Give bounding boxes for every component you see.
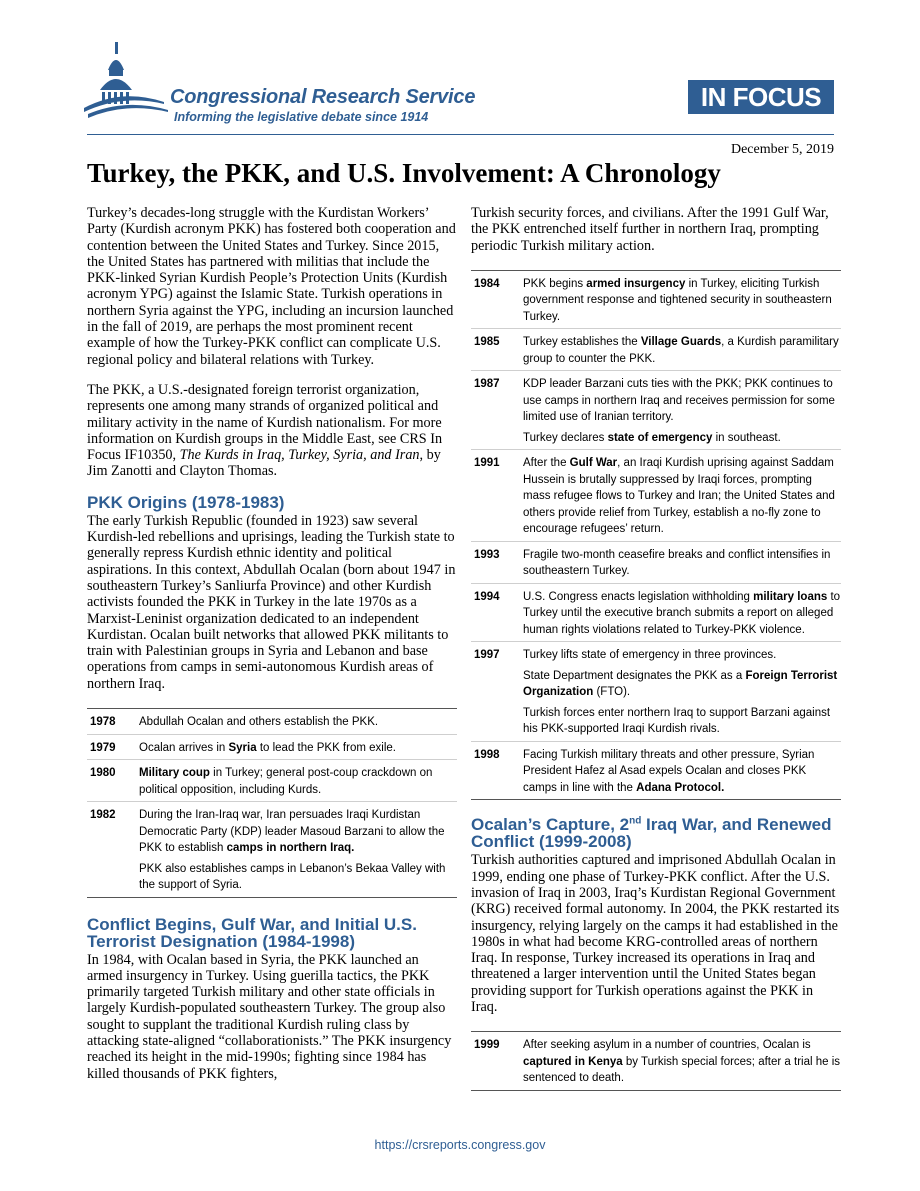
- section-pkk-origins-text: The early Turkish Republic (founded in 1923) saw several Kurdish-led rebellions and uprisings, leading the Turkish state to generally repress Kurdish ethnic identity and political aspirations. In this context, Abdullah Ocalan (born about 1947 in southeastern Turkey’s Sanliurfa Province) and other Kurdish activists founded the PKK in Turkey in the late 1970s as a Marxist-Leninist organization dedicated to an independent Kurdistan. Ocalan built networks that allowed PKK militants to train with Palestinian groups in Syria and Lebanon and base operations from camps in semi-autonomous Kurdish areas of northern Iraq.: [87, 512, 456, 692]
- org-tagline: Informing the legislative debate since 1914: [174, 110, 429, 124]
- event-text: Turkey lifts state of emergency in three provinces.: [523, 649, 777, 662]
- chronology-row: [471, 541, 841, 583]
- intro-p2-text-b: , by Jim Zanotti and Clayton Thomas.: [87, 447, 441, 480]
- chronology-event: [523, 270, 841, 329]
- chronology-row: [87, 709, 457, 735]
- event-text: in southeast.: [712, 431, 781, 444]
- chronology-event: [139, 709, 457, 735]
- chronology-event-line: [523, 276, 841, 326]
- chronology-year: 1997: [471, 642, 523, 742]
- heading-text-b: Iraq War, and Renewed Conflict (1999-2008): [471, 815, 832, 852]
- section-conflict-begins-text: In 1984, with Ocalan based in Syria, the PKK launched an armed insurgency in Turkey. Using guerilla tactics, the PKK primarily targeted Turkish military and other state officials in largely Kurdish-populated southeastern Turkey. The group also sought to supplant the traditional Kurdish ruling class by attacking state-aligned “collaborationists.” The PKK insurgency reached its height in the mid-1990s; fighting since 1984 has killed thousands of PKK fighters,: [87, 951, 452, 1082]
- right-column: [471, 205, 841, 1091]
- chronology-event-line: [523, 376, 841, 426]
- chronology-row: [471, 270, 841, 329]
- chronology-event: [139, 760, 457, 802]
- chronology-event-line: [139, 740, 457, 757]
- section-heading-pkk-origins: PKK Origins (1978-1983): [87, 492, 285, 512]
- event-text: After the: [523, 457, 570, 470]
- report-citation-title: The Kurds in Iraq, Turkey, Syria, and Iran: [179, 447, 420, 464]
- chronology-row: [471, 329, 841, 371]
- chronology-event: [523, 741, 841, 800]
- chronology-year: 1978: [87, 709, 139, 735]
- event-emphasis: Syria: [228, 741, 257, 754]
- chronology-event-line: [523, 334, 841, 367]
- chronology-event: [139, 734, 457, 760]
- event-text: (FTO).: [593, 686, 631, 699]
- event-text: to Turkey until the executive branch submits a report on alleged human rights violations related to Turkey-PKK violence.: [523, 590, 841, 636]
- section-conflict-begins-text-continued: Turkish security forces, and civilians. After the 1991 Gulf War, the PKK entrenched itself further in northern Iraq, prompting periodic Turkish military action.: [471, 205, 829, 254]
- intro-p2-text-a: The PKK, a U.S.-designated foreign terrorist organization, represents one among many strands of organized political and military activity in the name of Kurdish nationalism. For more information on Kurdish groups in the Middle East, see CRS In Focus IF10350,: [87, 381, 443, 464]
- chronology-row: [471, 371, 841, 450]
- chronology-row: [87, 802, 457, 898]
- chronology-event: [523, 329, 841, 371]
- event-text: in Turkey; general post-coup crackdown on political opposition, including Kurds.: [139, 767, 433, 796]
- section-heading-conflict-begins: Conflict Begins, Gulf War, and Initial U.S. Terrorist Designation (1984-1998): [87, 914, 417, 951]
- chronology-event-line: [139, 861, 457, 894]
- event-text: State Department designates the PKK as a: [523, 669, 746, 682]
- chronology-event-line: [523, 647, 841, 664]
- chronology-event-line: [139, 714, 457, 731]
- chronology-event: [523, 583, 841, 642]
- chronology-row: [471, 583, 841, 642]
- left-column: [87, 205, 457, 1096]
- heading-superscript: nd: [629, 815, 642, 827]
- chronology-year: 1987: [471, 371, 523, 450]
- chronology-event-line: [523, 705, 841, 738]
- event-emphasis: military loans: [753, 590, 828, 603]
- chronology-event-line: [523, 430, 841, 447]
- chronology-event-line: [139, 765, 457, 798]
- heading-text-a: Ocalan’s Capture, 2: [471, 815, 630, 835]
- chronology-row: [471, 642, 841, 742]
- header-rule: [87, 134, 834, 135]
- event-text: PKK begins: [523, 277, 587, 290]
- chronology-year: 1994: [471, 583, 523, 642]
- event-text: , an Iraqi Kurdish uprising against Saddam Hussein is brutally suppressed by Iraqi forces, prompting mass refugee flows to Turkey and Iran; the United States and others provide relief from Turkey, establish a no-fly zone to encourage refugees’ return.: [523, 457, 835, 536]
- publication-date: December 5, 2019: [730, 142, 834, 157]
- chronology-year: 1984: [471, 270, 523, 329]
- event-text: U.S. Congress enacts legislation withholding: [523, 590, 754, 603]
- event-text: Turkey declares: [523, 431, 608, 444]
- event-emphasis: camps in northern Iraq.: [226, 842, 355, 855]
- chronology-event-line: [523, 589, 841, 639]
- chronology-year: 1979: [87, 734, 139, 760]
- chronology-year: 1998: [471, 741, 523, 800]
- event-text: by Turkish special forces; after a trial he is sentenced to death.: [523, 1055, 841, 1085]
- chronology-year: 1991: [471, 450, 523, 542]
- chronology-year: 1999: [471, 1032, 523, 1091]
- event-text: KDP leader Barzani cuts ties with the PKK; PKK continues to use camps in northern Iraq and receives permission for some limited use of Iranian territory.: [523, 378, 835, 424]
- footer-url-link[interactable]: https://crsreports.congress.gov: [374, 1138, 546, 1152]
- chronology-event: [523, 1032, 841, 1091]
- page-title: Turkey, the PKK, and U.S. Involvement: A Chronology: [87, 158, 721, 188]
- chronology-year: 1980: [87, 760, 139, 802]
- event-text: to lead the PKK from exile.: [256, 741, 396, 754]
- event-emphasis: Adana Protocol.: [636, 781, 725, 794]
- chronology-row: [87, 734, 457, 760]
- event-emphasis: Village Guards: [640, 336, 722, 349]
- chronology-row: [471, 1032, 841, 1091]
- intro-paragraph-2: [87, 382, 457, 480]
- event-text: During the Iran-Iraq war, Iran persuades Iraqi Kurdistan Democratic Party (KDP) leader Masoud Barzani to allow the PKK to establish: [139, 809, 445, 855]
- org-name: Congressional Research Service: [170, 86, 476, 108]
- chronology-event-line: [139, 807, 457, 857]
- event-text: Facing Turkish military threats and other pressure, Syrian President Hafez al Asad expels Ocalan and closes PKK camps in line with the: [523, 748, 815, 794]
- event-emphasis: Gulf War: [569, 457, 618, 470]
- section-heading-ocalan-capture: [471, 816, 841, 850]
- event-text: After seeking asylum in a number of countries, Ocalan is: [523, 1039, 811, 1052]
- event-emphasis: captured in Kenya: [523, 1055, 623, 1068]
- event-emphasis: state of emergency: [607, 431, 713, 444]
- chronology-event-line: [523, 747, 841, 797]
- event-text: Abdullah Ocalan and others establish the PKK.: [139, 716, 379, 729]
- chronology-table-1984-1998: [471, 270, 841, 801]
- chronology-row: [471, 450, 841, 542]
- event-text: Fragile two-month ceasefire breaks and conflict intensifies in southeastern Turkey.: [523, 548, 831, 578]
- event-emphasis: Military coup: [139, 767, 210, 780]
- capitol-dome-logo-icon: [82, 40, 172, 120]
- page-header: [0, 0, 920, 188]
- section-ocalan-capture-text: Turkish authorities captured and imprisoned Abdullah Ocalan in 1999, ending one phase of Turkey-PKK conflict. After the U.S. invasion of Iraq in 2003, Iraq’s Kurdistan Regional Government (KRG) received formal autonomy. In 2004, the PKK restarted its insurgency, relying largely on the camps it had established in the 1980s in what had become KRG-controlled areas of northern Iraq. In response, Turkey increased its operations in Iraq and threatened a larger intervention until the United States began providing support for Turkish operations against the PKK in Iraq.: [471, 852, 840, 1016]
- chronology-table-body: [471, 270, 841, 800]
- chronology-row: [87, 760, 457, 802]
- chronology-event: [523, 642, 841, 742]
- chronology-event-line: [523, 547, 841, 580]
- event-text: PKK also establishes camps in Lebanon’s Bekaa Valley with the support of Syria.: [139, 862, 446, 892]
- chronology-event: [523, 371, 841, 450]
- chronology-year: 1982: [87, 802, 139, 898]
- event-text: Ocalan arrives in: [139, 741, 229, 754]
- chronology-year: 1985: [471, 329, 523, 371]
- chronology-table-body: [87, 709, 457, 898]
- chronology-table-1978-1983: [87, 708, 457, 898]
- chronology-event: [523, 541, 841, 583]
- chronology-event-line: [523, 1037, 841, 1087]
- in-focus-badge: IN FOCUS: [688, 80, 834, 114]
- chronology-table-1999-2008: [471, 1031, 841, 1091]
- intro-paragraph-1: Turkey’s decades-long struggle with the Kurdistan Workers’ Party (Kurdish acronym PKK) has fostered both cooperation and contention between the United States and Turkey. Since 2015, the United States has partnered with militias that include the PKK-linked Syrian Kurdish People’s Protection Units (Kurdish acronym YPG) against the Islamic State. Turkish operations in northern Syria against the YPG, including an incursion launched in the fall of 2019, are perhaps the most prominent recent example of how the Turkey-PKK conflict can complicate U.S. regional policy and bilateral relations with Turkey.: [87, 205, 456, 368]
- event-emphasis: Foreign Terrorist Organization: [523, 669, 838, 699]
- chronology-event: [139, 802, 457, 898]
- event-text: in Turkey, eliciting Turkish government response and tightened security in southeastern Turkey.: [523, 277, 832, 323]
- event-text: Turkish forces enter northern Iraq to support Barzani against his PKK-supported Iraqi Kurdish rivals.: [523, 706, 831, 736]
- event-text: Turkey establishes the: [523, 336, 641, 349]
- chronology-event-line: [523, 455, 841, 538]
- event-emphasis: armed insurgency: [586, 277, 686, 290]
- chronology-row: [471, 741, 841, 800]
- chronology-year: 1993: [471, 541, 523, 583]
- chronology-table-body: [471, 1032, 841, 1091]
- chronology-event-line: [523, 668, 841, 701]
- chronology-event: [523, 450, 841, 542]
- event-text: , a Kurdish paramilitary group to counter the PKK.: [523, 336, 839, 365]
